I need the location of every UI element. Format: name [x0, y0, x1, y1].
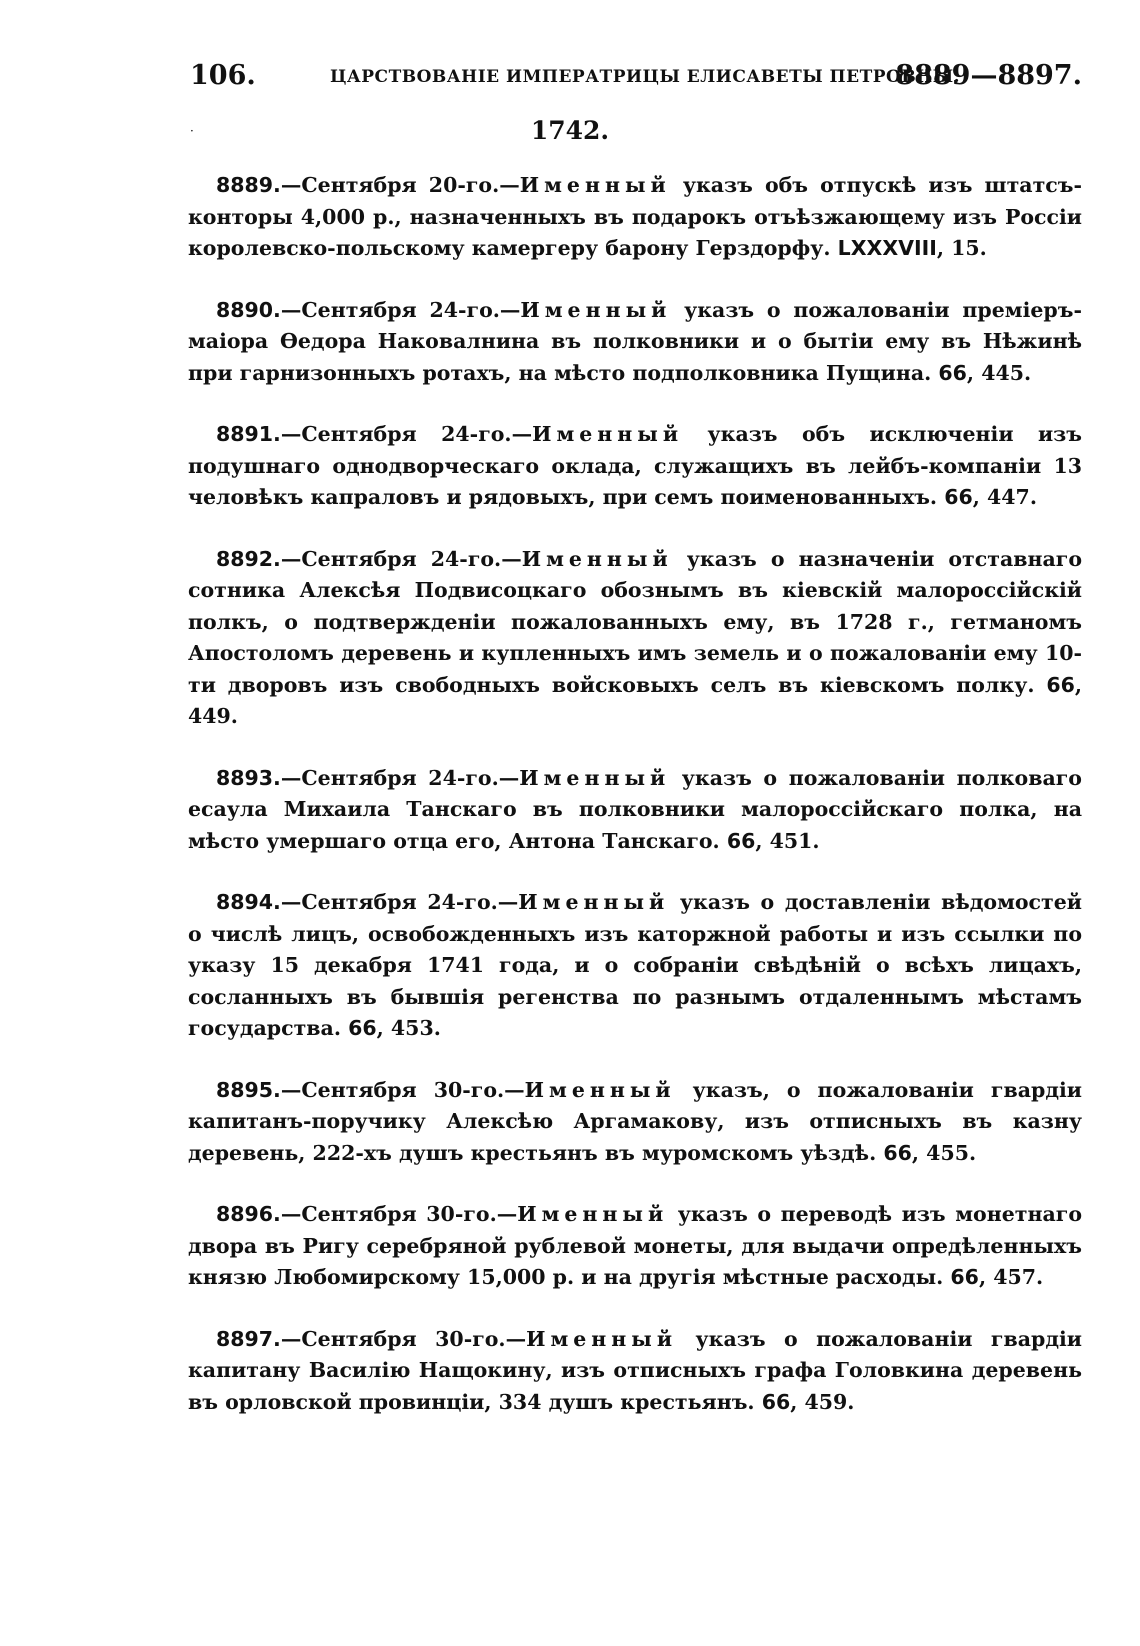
entry-text: указъ о назначеніи отставнаго сотника Алексѣя Подвисоцкаго обознымъ въ кіевскій малороссійскій полкъ, о подтвержденіи пожалованныхъ ему, въ 1728 г., гетманомъ Апостоломъ деревень и купленныхъ имъ земель и о пожалованіи ему 10-ти дворовъ изъ свободныхъ войсковыхъ селъ въ кіевскомъ полку. — [188, 546, 1082, 697]
entry-text: указъ о переводѣ изъ монетнаго двора въ Ригу серебряной рублевой монеты, для выдачи опредѣленныхъ князю Любомирскому 15,000 р. и на другія мѣстные расходы. — [188, 1202, 1082, 1289]
entry-page: , 455. — [911, 1140, 977, 1165]
entry-page: , 451. — [755, 828, 820, 853]
entry-date: —Сентября 20-го.— — [280, 173, 520, 197]
entry-kind: Именный — [521, 546, 673, 571]
entry-text: указъ о пожалованіи гвардіи капитану Василію Нащокину, изъ отписныхъ графа Головкина деревень въ орловской провинціи, 334 душъ крестьянъ. — [188, 1326, 1082, 1414]
entry-kind: Именный — [517, 1202, 669, 1226]
entry — [188, 295, 1082, 390]
entry — [188, 544, 1082, 733]
entry-number: 8897. — [216, 1326, 281, 1351]
entry-number: 8889. — [216, 173, 281, 197]
entry-page: , 447. — [972, 485, 1037, 509]
entry-volume: 66 — [761, 1389, 791, 1414]
entry-text: указъ объ отпускѣ изъ штатсъ-конторы 4,000 р., назначенныхъ въ подарокъ отъѣзжающему изъ Россіи королевско-польскому камергеру барону Герздорфу. — [188, 173, 1082, 260]
entry-volume: 66 — [950, 1265, 979, 1289]
entry-volume: 66 — [883, 1140, 912, 1165]
entry-text: указъ о доставленіи вѣдомостей о числѣ лицъ, освобожденныхъ изъ каторжной работы и изъ ссылки по указу 15 декабря 1741 года, и о собраніи свѣдѣній о всѣхъ лицахъ, сосланныхъ въ бывшія регенства по разнымъ отдаленнымъ мѣстамъ государства. — [188, 890, 1082, 1040]
entry-number: 8893. — [216, 765, 281, 790]
entry-page: , 449. — [188, 672, 1082, 728]
entry-volume: 66 — [726, 828, 756, 853]
entry-text: указъ, о пожалованіи гвардіи капитанъ-поручику Алексѣю Аргамакову, изъ отписныхъ въ казну деревень, 222-хъ душъ крестьянъ въ муромскомъ уѣздѣ. — [188, 1077, 1082, 1165]
entry-number: 8896. — [216, 1202, 281, 1226]
entry-kind: Именный — [519, 173, 671, 197]
entry-number: 8892. — [216, 546, 281, 571]
entry — [188, 419, 1082, 514]
entry-page: , 453. — [376, 1016, 441, 1040]
entries-list — [188, 170, 1082, 1448]
entry-date: —Сентября 30-го.— — [280, 1077, 525, 1102]
entry-page: , 15. — [936, 236, 987, 260]
entry-volume: 66 — [944, 485, 973, 509]
entry-range: 8889—8897. — [895, 60, 1082, 91]
year-heading: 1742. — [530, 116, 610, 145]
entry-page: , 445. — [966, 360, 1032, 385]
entry-date: —Сентября 24-го.— — [280, 422, 533, 446]
entry-page: , 457. — [978, 1265, 1044, 1289]
margin-dot: · — [190, 124, 194, 138]
entry-kind: Именный — [518, 890, 670, 914]
entry — [188, 887, 1082, 1045]
entry-page: , 459. — [790, 1389, 855, 1414]
page-header — [190, 60, 1082, 96]
entry-volume: LXXXVIII — [837, 236, 937, 260]
entry — [188, 1324, 1082, 1419]
entry-number: 8890. — [216, 297, 281, 322]
entry-number: 8894. — [216, 890, 281, 914]
entry-kind: Именный — [519, 765, 671, 790]
running-title: ЦАРСТВОВАНІЕ ИМПЕРАТРИЦЫ ЕЛИСАВЕТЫ ПЕТРОВНЫ. — [330, 67, 961, 87]
entry-text: указъ объ исключеніи изъ подушнаго однодворческаго оклада, служащихъ въ лейбъ-компаніи 13 человѣкъ капраловъ и рядовыхъ, при семъ поименованныхъ. — [188, 422, 1082, 509]
entry-volume: 66 — [348, 1016, 377, 1040]
entry-date: —Сентября 24-го.— — [280, 297, 521, 322]
entry — [188, 1075, 1082, 1170]
entry-number: 8895. — [216, 1077, 281, 1102]
entry-date: —Сентября 30-го.— — [280, 1326, 527, 1351]
entry-text: указъ о пожалованіи преміеръ-маіора Ѳедора Наковалнина въ полковники и о бытіи ему въ Нѣжинѣ при гарнизонныхъ ротахъ, на мѣсто подполковника Пущина. — [188, 297, 1082, 385]
entry-number: 8891. — [216, 422, 281, 446]
entry-volume: 66 — [938, 360, 967, 385]
page-number: 106. — [190, 60, 256, 91]
entry — [188, 170, 1082, 265]
entry-date: —Сентября 24-го.— — [280, 765, 520, 790]
entry-kind: Именный — [532, 422, 684, 446]
entry-kind: Именный — [524, 1077, 676, 1102]
entry-kind: Именный — [520, 297, 672, 322]
entry-volume: 66 — [1046, 672, 1075, 697]
entry-date: —Сентября 30-го.— — [280, 1202, 518, 1226]
entry — [188, 1199, 1082, 1294]
entry-date: —Сентября 24-го.— — [280, 546, 522, 571]
entry-text: указъ о пожалованіи полковаго есаула Михаила Танскаго въ полковники малороссійскаго полка, на мѣсто умершаго отца его, Антона Танскаго. — [188, 765, 1082, 853]
entry-date: —Сентября 24-го.— — [280, 890, 519, 914]
entry-kind: Именный — [526, 1326, 678, 1351]
entry — [188, 763, 1082, 858]
